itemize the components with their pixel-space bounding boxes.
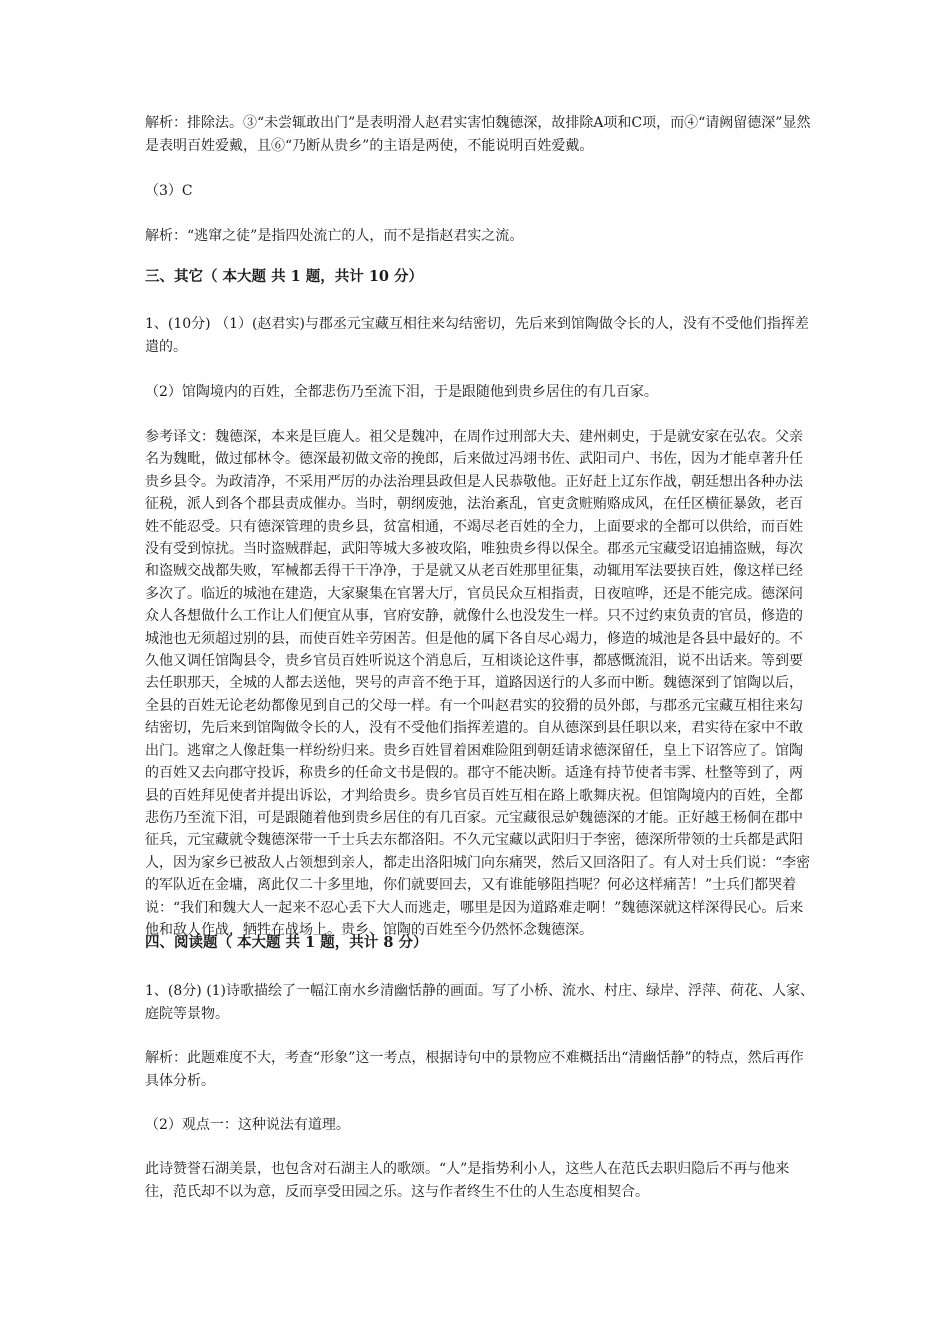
answer-paragraph: （2）馆陶境内的百姓，全都悲伤乃至流下泪，于是跟随他到贵乡居住的有几百家。 [145,384,658,400]
analysis-paragraph: 解析：“逃窜之徒”是指四处流亡的人，而不是指赵君实之流。 [145,228,524,244]
translation-paragraph: 参考译文：魏德深，本来是巨鹿人。祖父是魏冲，在周作过刑部大夫、建州刺史，于是就安家在弘农。父亲名为魏毗，做过郁林令。德深最初做文帝的挽郎，后来做过冯翊书佐、武阳司户、书佐，因为才能卓著升任贵乡县令。为政清净，不采用严厉的办法治理县政但是人民恭敬他。正好赶上辽东作战，朝廷想出各种办法征税，派人到各个郡县责成催办。当时，朝纲废弛，法治紊乱，官吏贪赃贿赂成风，在任区横征暴敛，老百姓不能忍受。只有德深管理的贵乡县，贫富相通，不竭尽老百姓的全力，上面要求的全都可以供给，而百姓没有受到惊扰。当时盗贼群起，武阳等城大多被攻陷，唯独贵乡得以保全。郡丞元宝藏受诏追捕盗贼，每次和盗贼交战都失败，军械都丢得干干净净，于是就又从老百姓那里征集，动辄用军法要挟百姓，像这样已经多次了。临近的城池在建造，大家聚集在官署大厅，官员民众互相指责，日夜喧哗，还是不能完成。德深问众人各想做什么工作让人们便宜从事，官府安静，就像什么也没发生一样。只不过约束负责的官员，修造的城池也无须超过别的县，而使百姓辛劳困苦。但是他的属下各自尽心竭力，修造的城池是各县中最好的。不久他又调任馆陶县令，贵乡官员百姓听说这个消息后，互相谈论这件事，都感慨流泪，说不出话来。等到要去任职那天，全城的人都去送他，哭号的声音不绝于耳，道路因送行的人多而中断。魏德深到了馆陶以后，全县的百姓无论老幼都像见到自己的父母一样。有一个叫赵君实的狡猾的员外郎，与郡丞元宝藏互相往来勾结密切，先后来到馆陶做令长的人，没有不受他们指挥差遣的。自从德深到县任职以来，君实待在家中不敢出门。逃窜之人像赶集一样纷纷归来。贵乡百姓冒着困难险阻到朝廷请求德深留任，皇上下诏答应了。馆陶的百姓又去向郡守投诉，称贵乡的任命文书是假的。郡守不能决断。适逢有持节使者韦霁、杜整等到了，两县的百姓拜见使者并提出诉讼，才判给贵乡。贵乡官员百姓互相在路上歌舞庆祝。但馆陶境内的百姓，全都悲伤乃至流下泪，可是跟随着他到贵乡居住的有几百家。元宝藏很忌妒魏德深的才能。正好越王杨侗在郡中征兵，元宝藏就令魏德深带一千士兵去东都洛阳。不久元宝藏以武阳归于李密，德深所带领的士兵都是武阳人，因为家乡已被敌人占领想到亲人，都走出洛阳城门向东痛哭，然后又回洛阳了。有人对士兵们说：“李密的军队近在金墉，离此仅二十多里地，你们就要回去，又有谁能够阻挡呢？何必这样痛苦！”士兵们都哭着说：“我们和魏大人一起来不忍心丢下大人而逃走，哪里是因为道路难走啊！”魏德深就这样深得民心。后来他和敌人作战，牺牲在战场上。贵乡、馆陶的百姓至今仍然怀念魏德深。 [145,429,811,938]
answer-line: （3）C [145,183,193,199]
section-heading: 四、阅读题（ 本大题 共 1 题，共计 8 分） [145,934,428,951]
analysis-paragraph: 解析：此题难度不大，考查“形象”这一考点，根据诗句中的景物应不难概括出“清幽恬静”的特点，然后再作具体分析。 [145,1050,804,1089]
answer-line: （2）观点一：这种说法有道理。 [145,1117,350,1133]
analysis-paragraph: 解析：排除法。③“未尝辄敢出门”是表明滑人赵君实害怕魏德深，故排除A项和C项，而④“请阙留德深”显然是表明百姓爱戴，且⑥“乃断从贵乡”的主语是两使，不能说明百姓爱戴。 [145,115,811,154]
answer-paragraph: 此诗赞誉石湖美景，也包含对石湖主人的歌颂。“人”是指势利小人，这些人在范氏去职归隐后不再与他来往，范氏却不以为意，反而享受田园之乐。这与作者终生不仕的人生态度相契合。 [145,1161,790,1200]
answer-paragraph: 1、(10分) （1）(赵君实)与郡丞元宝藏互相往来勾结密切，先后来到馆陶做令长的人，没有不受他们指挥差遣的。 [145,316,809,355]
section-heading: 三、其它（ 本大题 共 1 题，共计 10 分） [145,268,424,285]
answer-paragraph: 1、(8分) (1)诗歌描绘了一幅江南水乡清幽恬静的画面。写了小桥、流水、村庄、绿岸、浮萍、荷花、人家、庭院等景物。 [145,983,815,1022]
